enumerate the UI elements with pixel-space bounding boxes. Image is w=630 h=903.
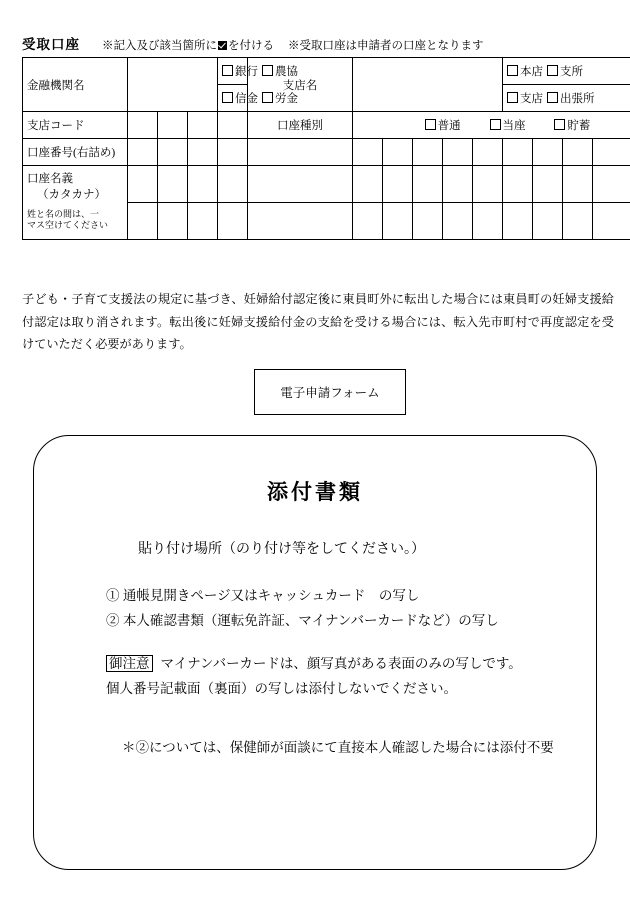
holder-cell-18[interactable] bbox=[218, 203, 248, 240]
caution-badge: 御注意 bbox=[106, 655, 153, 672]
checked-box-icon bbox=[218, 41, 227, 50]
account-number-cell-11[interactable] bbox=[503, 139, 533, 166]
checkbox-icon-bank[interactable] bbox=[222, 65, 233, 76]
holder-cell-17[interactable] bbox=[188, 203, 218, 240]
table-row-account-holder-1 bbox=[23, 166, 630, 203]
account-number-cell-14[interactable] bbox=[593, 139, 630, 166]
branch-type-line2[interactable] bbox=[503, 85, 630, 112]
holder-cell-26[interactable] bbox=[533, 203, 563, 240]
holder-cell-22[interactable] bbox=[413, 203, 443, 240]
holder-cell-2[interactable] bbox=[158, 166, 188, 203]
caution-line-2: 個人番号記載面（裏面）の写しは添付しないでください。 bbox=[106, 680, 457, 696]
label-shiten: 支店 bbox=[520, 93, 544, 105]
account-type-options[interactable] bbox=[353, 112, 630, 139]
branch-code-cell-1[interactable] bbox=[128, 112, 158, 139]
electronic-application-form-box[interactable] bbox=[254, 369, 406, 415]
header-note-checkbox bbox=[102, 37, 274, 53]
checkbox-icon-futsu[interactable] bbox=[425, 119, 436, 130]
holder-cell-8[interactable] bbox=[413, 166, 443, 203]
checkbox-icon-nokyo[interactable] bbox=[262, 65, 273, 76]
branch-type-line1[interactable] bbox=[503, 58, 630, 85]
attachment-subtitle: 貼り付け場所（のり付け等をしてください。） bbox=[138, 542, 425, 557]
notice-paragraph: 子ども・子育て支援法の規定に基づき、妊婦給付認定後に東員町外に転出した場合には東員町の妊婦支援給付認定は取り消されます。転出後に妊婦支援給付金の支給を受ける場合には、転入先市町村で再度認定を受けていただく必要があります。 bbox=[22, 292, 614, 352]
account-number-cell-5[interactable] bbox=[248, 139, 353, 166]
account-holder-note-line2: マス空けてください bbox=[27, 220, 109, 231]
holder-cell-19[interactable] bbox=[248, 203, 353, 240]
account-number-cell-10[interactable] bbox=[473, 139, 503, 166]
holder-cell-6[interactable] bbox=[353, 166, 383, 203]
header-note-suffix: を付ける bbox=[228, 40, 274, 52]
account-number-cell-8[interactable] bbox=[413, 139, 443, 166]
holder-cell-4[interactable] bbox=[218, 166, 248, 203]
holder-cell-14[interactable] bbox=[593, 166, 630, 203]
branch-name-label: 支店名 bbox=[248, 58, 353, 112]
holder-cell-1[interactable] bbox=[128, 166, 158, 203]
checkbox-icon-chochiku[interactable] bbox=[554, 119, 565, 130]
holder-cell-25[interactable] bbox=[503, 203, 533, 240]
institution-name-label: 金融機関名 bbox=[23, 58, 128, 112]
label-shuccho: 出張所 bbox=[560, 93, 595, 105]
attachment-caution bbox=[106, 652, 522, 702]
electronic-application-form-label: 電子申請フォーム bbox=[280, 386, 380, 400]
account-holder-label-line1: 口座名義 bbox=[27, 173, 73, 185]
branch-code-cell-3[interactable] bbox=[188, 112, 218, 139]
account-holder-label-line2: （カタカナ） bbox=[37, 188, 106, 201]
account-number-cell-13[interactable] bbox=[563, 139, 593, 166]
holder-cell-28[interactable] bbox=[593, 203, 630, 240]
bank-account-table bbox=[22, 57, 630, 240]
account-number-label: 口座番号(右詰め) bbox=[23, 139, 128, 166]
account-number-cell-9[interactable] bbox=[443, 139, 473, 166]
attachment-title: 添付書類 bbox=[267, 480, 363, 504]
table-row-account-number bbox=[23, 139, 630, 166]
attachment-item-list bbox=[106, 584, 499, 634]
account-holder-label bbox=[23, 166, 128, 240]
checkbox-icon-rokin[interactable] bbox=[262, 92, 273, 103]
label-shinkin: 信金 bbox=[235, 93, 258, 105]
holder-cell-23[interactable] bbox=[443, 203, 473, 240]
holder-cell-16[interactable] bbox=[158, 203, 188, 240]
account-number-cell-4[interactable] bbox=[218, 139, 248, 166]
label-bank: 銀行 bbox=[235, 66, 258, 78]
checkbox-icon-shiten[interactable] bbox=[507, 92, 518, 103]
branch-code-cell-4[interactable] bbox=[218, 112, 248, 139]
account-number-cell-1[interactable] bbox=[128, 139, 158, 166]
attachment-footnote: ＊②については、保健師が面談にて直接本人確認した場合には添付不要 bbox=[122, 740, 554, 755]
holder-cell-21[interactable] bbox=[383, 203, 413, 240]
label-futsu: 普通 bbox=[437, 120, 461, 132]
label-toza: 当座 bbox=[502, 120, 526, 132]
attachment-section bbox=[33, 435, 597, 870]
holder-cell-11[interactable] bbox=[503, 166, 533, 203]
holder-cell-20[interactable] bbox=[353, 203, 383, 240]
institution-name-input[interactable] bbox=[128, 58, 218, 112]
page-title: 受取口座 bbox=[22, 37, 80, 52]
caution-line-1: マイナンバーカードは、顔写真がある表面のみの写しです。 bbox=[160, 656, 522, 671]
checkbox-icon-honten[interactable] bbox=[507, 65, 518, 76]
institution-type-line1[interactable] bbox=[218, 58, 298, 85]
checkbox-icon-shuccho[interactable] bbox=[547, 92, 558, 103]
holder-cell-12[interactable] bbox=[533, 166, 563, 203]
attachment-item-2: ② 本人確認書類（運転免許証、マイナンバーカードなど）の写し bbox=[106, 612, 499, 628]
checkbox-icon-shinkin[interactable] bbox=[222, 92, 233, 103]
label-nokyo: 農協 bbox=[275, 66, 298, 78]
label-rokin: 労金 bbox=[275, 93, 298, 105]
account-type-label: 口座種別 bbox=[248, 112, 353, 139]
table-row-institution bbox=[23, 58, 630, 85]
holder-cell-3[interactable] bbox=[188, 166, 218, 203]
branch-name-input[interactable] bbox=[353, 58, 503, 112]
table-row-branch-code bbox=[23, 112, 630, 139]
label-honten: 本店 bbox=[520, 66, 544, 78]
account-holder-note-line1: 姓と名の間は、一 bbox=[27, 209, 100, 220]
label-shisho: 支所 bbox=[560, 66, 584, 78]
checkbox-icon-shisho[interactable] bbox=[547, 65, 558, 76]
branch-code-label: 支店コード bbox=[23, 112, 128, 139]
receiving-account-header bbox=[22, 33, 612, 53]
holder-cell-24[interactable] bbox=[473, 203, 503, 240]
account-number-cell-7[interactable] bbox=[383, 139, 413, 166]
account-number-cell-3[interactable] bbox=[188, 139, 218, 166]
account-number-cell-6[interactable] bbox=[353, 139, 383, 166]
account-number-cell-12[interactable] bbox=[533, 139, 563, 166]
branch-code-cell-2[interactable] bbox=[158, 112, 188, 139]
holder-cell-10[interactable] bbox=[473, 166, 503, 203]
account-number-cell-2[interactable] bbox=[158, 139, 188, 166]
caution-first-line bbox=[106, 652, 522, 677]
label-chochiku: 貯蓄 bbox=[567, 120, 591, 132]
institution-type-line2[interactable] bbox=[218, 85, 298, 112]
header-note-applicant: ※受取口座は申請者の口座となります bbox=[288, 40, 484, 52]
holder-cell-9[interactable] bbox=[443, 166, 473, 203]
header-note-prefix: ※記入及び該当箇所に bbox=[102, 40, 217, 52]
holder-cell-7[interactable] bbox=[383, 166, 413, 203]
holder-cell-15[interactable] bbox=[128, 203, 158, 240]
holder-cell-27[interactable] bbox=[563, 203, 593, 240]
holder-cell-5[interactable] bbox=[248, 166, 353, 203]
attachment-item-1: ① 通帳見開きページ又はキャッシュカード の写し bbox=[106, 588, 420, 603]
checkbox-icon-toza[interactable] bbox=[490, 119, 501, 130]
holder-cell-13[interactable] bbox=[563, 166, 593, 203]
